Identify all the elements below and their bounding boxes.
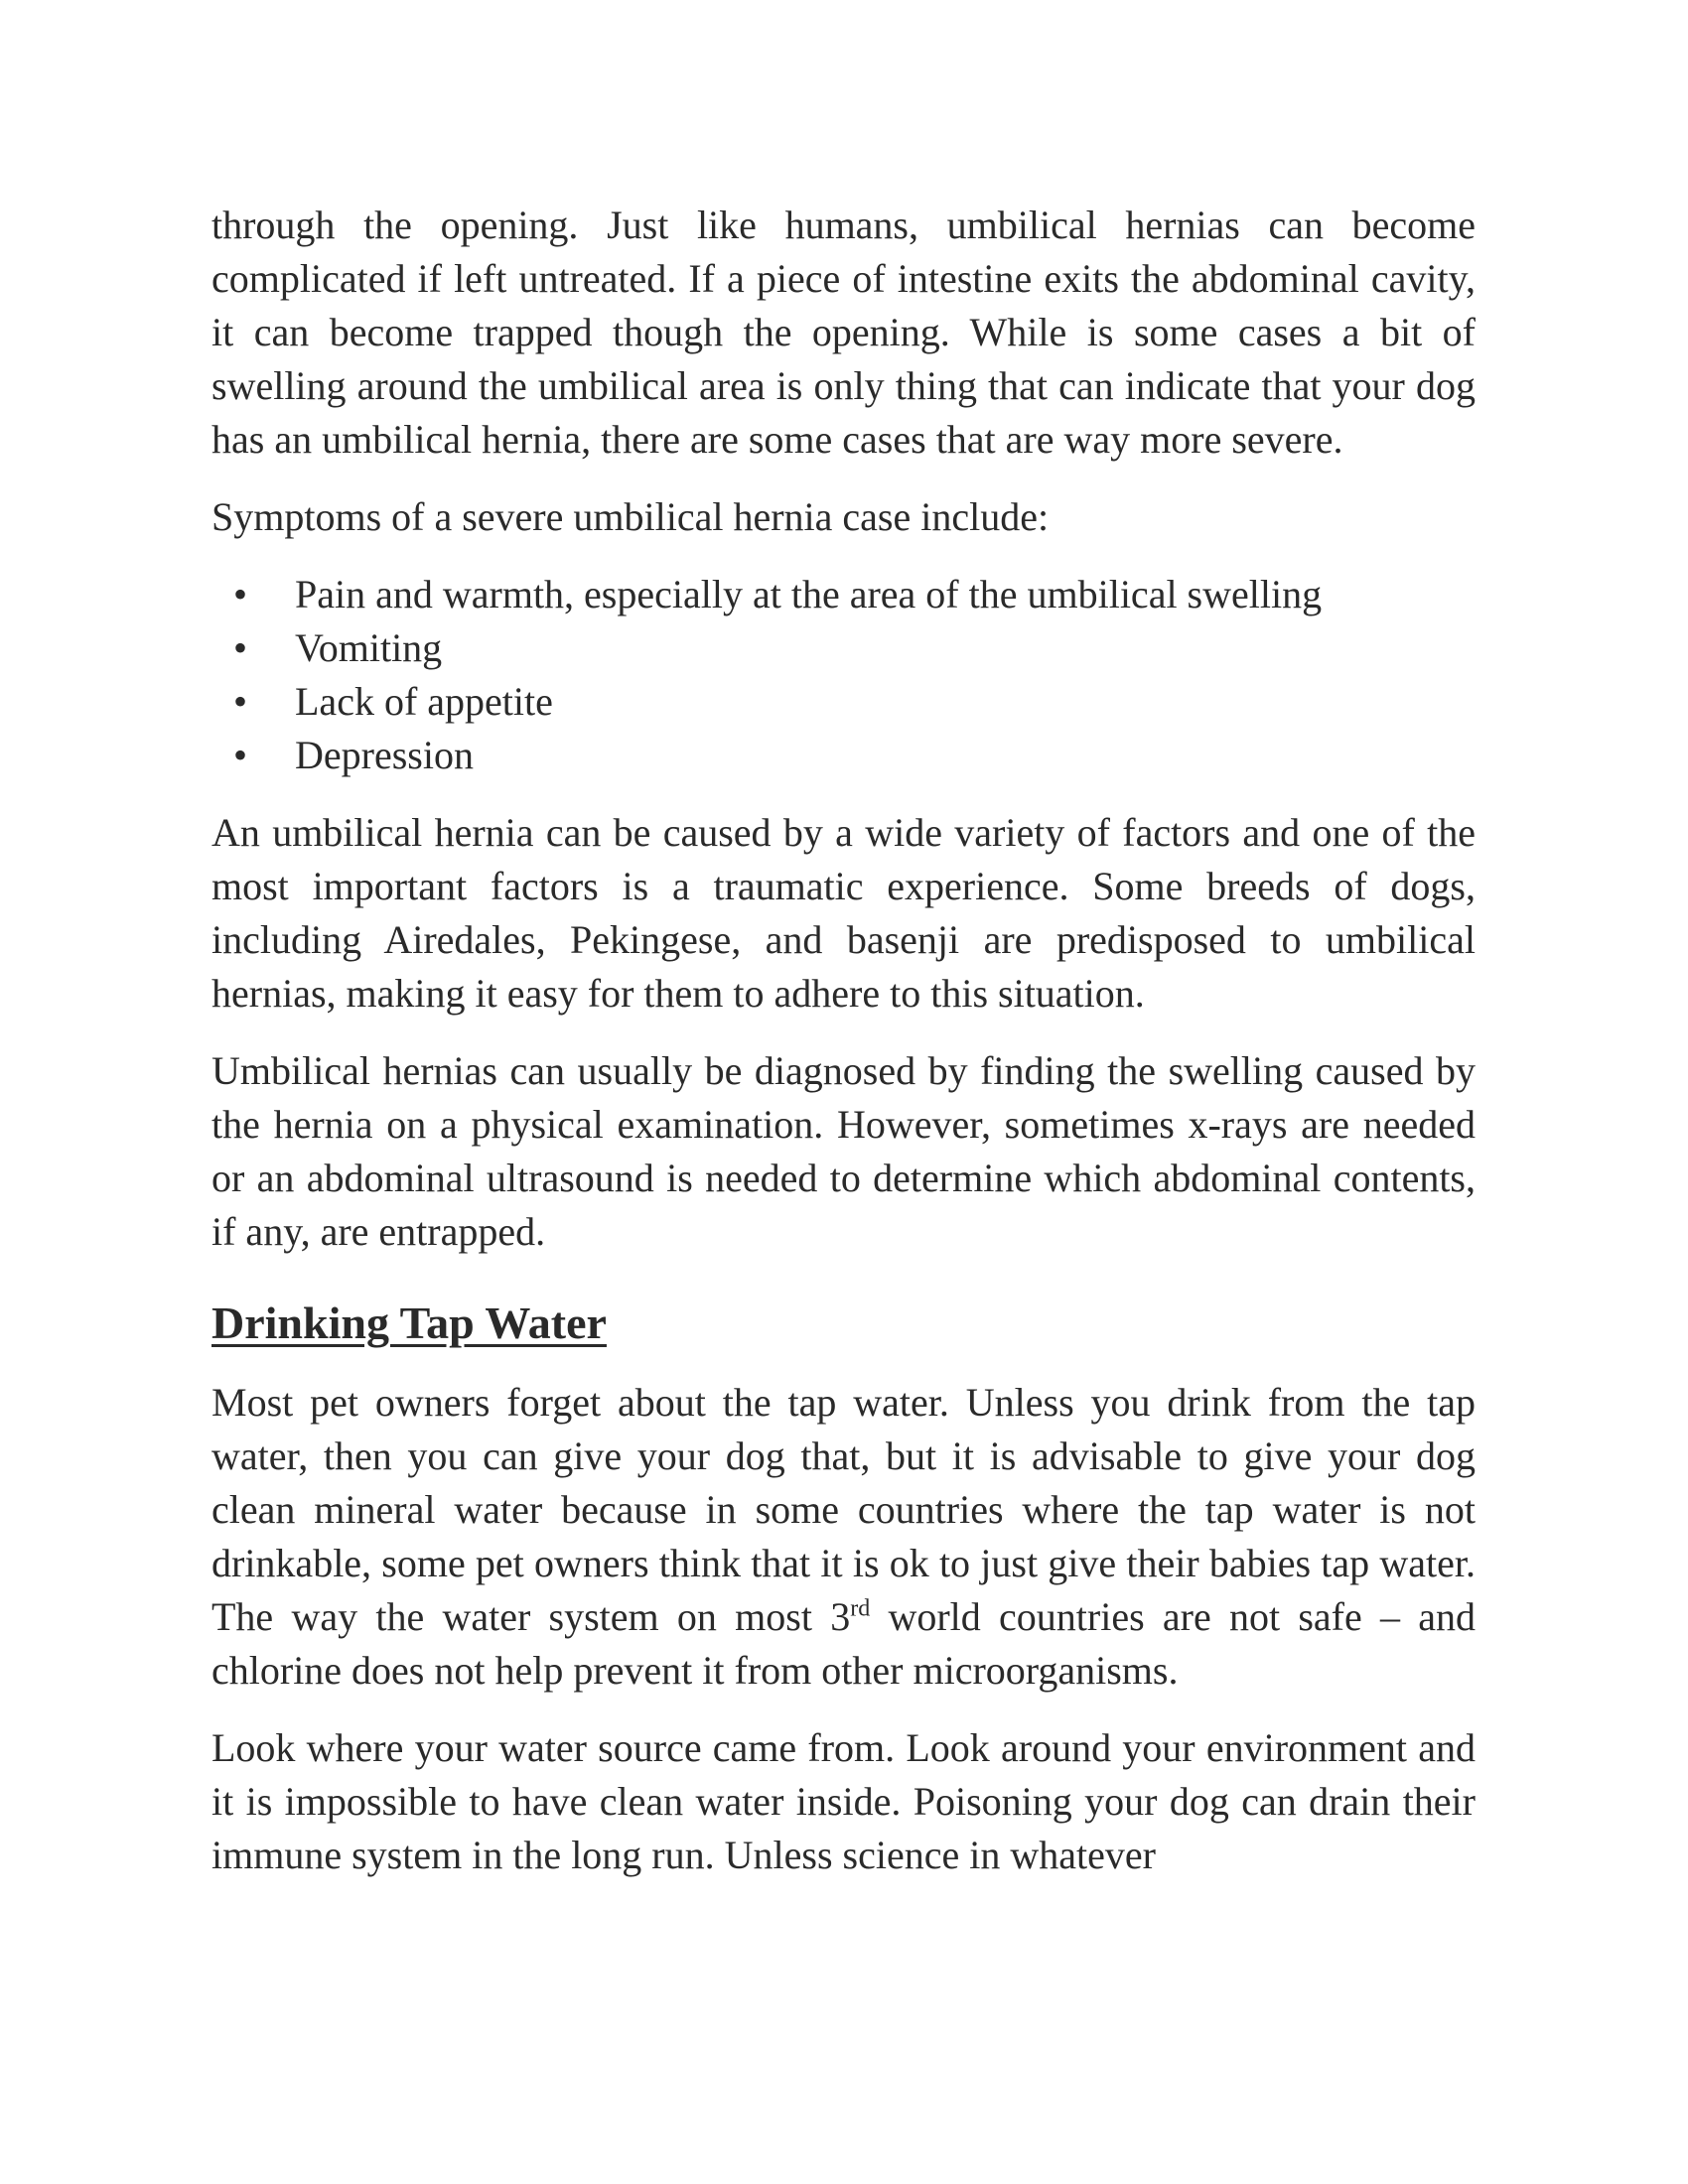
paragraph-hernia-complications: through the opening. Just like humans, umbilical hernias can become complicated if left untreated. If a piece of intestine exits the abdominal cavity, it can become trapped though the opening. While is some cases a bit of swelling around the umbilical area is only thing that can indicate that your dog has an umbilical hernia, there are some cases that are way more severe. xyxy=(211,203,1476,462)
list-item xyxy=(211,729,1476,782)
paragraph-tap-water-text-end: world countries are not safe – and chlorine does not help prevent it from other microorganisms. xyxy=(211,1594,1476,1693)
symptoms-list xyxy=(211,568,1476,782)
paragraph-tap-water xyxy=(211,1376,1476,1698)
list-item xyxy=(211,568,1476,621)
list-item-text: Depression xyxy=(295,733,474,777)
list-item-text: Pain and warmth, especially at the area of the umbilical swelling xyxy=(295,572,1323,616)
page-content xyxy=(211,199,1476,1882)
section-heading-tap-water: Drinking Tap Water xyxy=(211,1297,607,1348)
paragraph-hernia-diagnosis: Umbilical hernias can usually be diagnosed by finding the swelling caused by the hernia on a physical examination. However, sometimes x-rays are needed or an abdominal ultrasound is needed to determine which abdominal contents, if any, are entrapped. xyxy=(211,1048,1476,1254)
list-item xyxy=(211,675,1476,729)
paragraph-symptoms-intro: Symptoms of a severe umbilical hernia case include: xyxy=(211,494,1050,539)
bullet-icon: • xyxy=(233,625,248,670)
bullet-icon: • xyxy=(233,679,248,724)
paragraph-water-source: Look where your water source came from. Look around your environment and it is impossible to have clean water inside. Poisoning your dog can drain their immune system in the long run. Unless science in whatever xyxy=(211,1725,1476,1877)
list-item-text: Vomiting xyxy=(295,625,443,670)
bullet-icon: • xyxy=(233,572,248,616)
paragraph-hernia-causes: An umbilical hernia can be caused by a wide variety of factors and one of the most important factors is a traumatic experience. Some breeds of dogs, including Airedales, Pekingese, and basenji are predisposed to umbilical hernias, making it easy for them to adhere to this situation. xyxy=(211,810,1476,1016)
list-item xyxy=(211,621,1476,675)
list-item-text: Lack of appetite xyxy=(295,679,553,724)
bullet-icon: • xyxy=(233,733,248,777)
ordinal-superscript: rd xyxy=(850,1595,871,1622)
paragraph-tap-water-text-start: Most pet owners forget about the tap water. Unless you drink from the tap water, then you can give your dog that, but it is advisable to give your dog clean mineral water because in some countries where the tap water is not drinkable, some pet owners think that it is ok to just give their babies tap water. The way the water system on most 3 xyxy=(211,1380,1476,1639)
